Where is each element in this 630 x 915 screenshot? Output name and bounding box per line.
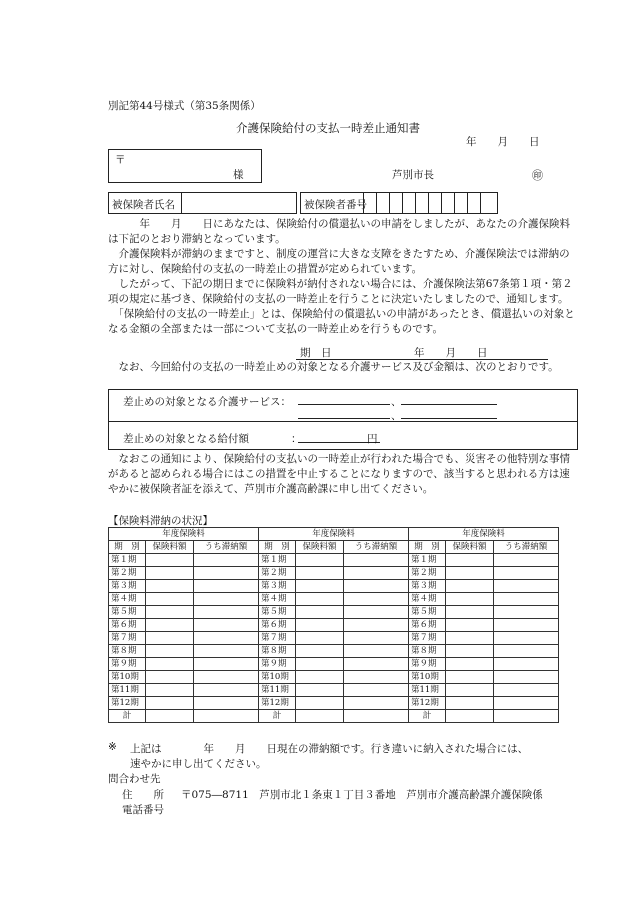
table-row [109,645,259,658]
column-header: 期 別 [409,541,446,554]
premium-amount-cell [146,684,194,697]
period-label: 第７期 [259,632,296,645]
table-row [259,671,409,684]
honorific: 様 [233,169,244,181]
premium-amount-cell [146,606,194,619]
note-mark: ※ [108,741,117,753]
deadline-value: 年 月 日 [414,347,488,359]
arrears-amount-cell [494,580,559,593]
fiscal-year-header: 年度保険料 [109,528,259,541]
premium-amount-cell [446,645,494,658]
service-blank-1 [298,404,390,405]
arrears-amount-cell [194,580,259,593]
premium-amount-cell [296,671,344,684]
column-header: 期 別 [259,541,296,554]
premium-amount-cell [296,580,344,593]
arrears-amount-cell [494,606,559,619]
premium-amount-cell [446,632,494,645]
issuer-name: 芦別市長 [392,169,434,181]
period-label: 第10期 [409,671,446,684]
paragraph-2: 介護保険料が滞納のままですと、制度の運営に大きな支障をきたすため、介護保険法では滞納の方に対し、保険給付の支払の一時差止の措置が定められています。 [108,248,570,275]
premium-amount-cell [446,554,494,567]
arrears-amount-cell [344,567,409,580]
period-label: 第８期 [259,645,296,658]
arrears-amount-cell [344,697,409,710]
column-header: 保険料額 [296,541,344,554]
premium-amount-cell [296,645,344,658]
table-row [409,554,559,567]
table-row [259,593,409,606]
premium-total-cell [446,710,494,723]
arrears-total-cell [194,710,259,723]
period-label: 第７期 [109,632,146,645]
premium-amount-cell [296,554,344,567]
period-label: 第９期 [259,658,296,671]
address-label: 住 所 [122,789,164,801]
note-text-2: 速やかに申し出てください。 [130,758,267,770]
arrears-amount-cell [494,593,559,606]
arrears-amount-cell [344,671,409,684]
paragraph-6-wrap [108,452,578,497]
arrears-amount-cell [194,658,259,671]
table-row [109,554,259,567]
period-label: 第９期 [109,658,146,671]
period-label: 第３期 [259,580,296,593]
table-row [109,632,259,645]
arrears-amount-cell [344,658,409,671]
period-label: 第５期 [409,606,446,619]
arrears-amount-cell [494,632,559,645]
insured-name-box [108,192,297,214]
arrears-amount-cell [494,671,559,684]
premium-amount-cell [446,658,494,671]
arrears-amount-cell [194,619,259,632]
period-label: 第２期 [109,567,146,580]
column-header: うち滞納額 [344,541,409,554]
premium-amount-cell [296,619,344,632]
arrears-amount-cell [194,671,259,684]
table-row [259,554,409,567]
premium-total-cell [146,710,194,723]
table-row [409,580,559,593]
premium-amount-cell [446,567,494,580]
table-row [259,567,409,580]
paragraph-6: なおこの通知により、保険給付の支払いの一時差止が行われた場合でも、災害その他特別な事情があると認められる場合にはこの措置を中止することになりますので、該当すると思われる方は速やかに被保険者証を添えて、芦別市介護高齢課に申し出てください。 [108,453,570,495]
column-header: 保険料額 [446,541,494,554]
premium-amount-cell [296,684,344,697]
fiscal-year-header: 年度保険料 [409,528,559,541]
arrears-amount-cell [344,554,409,567]
table-row [259,619,409,632]
total-row [109,710,259,723]
column-header: 期 別 [109,541,146,554]
premium-amount-cell [146,593,194,606]
period-label: 第９期 [409,658,446,671]
period-label: 第４期 [259,593,296,606]
premium-amount-cell [146,632,194,645]
service-comma-1: 、 [391,396,402,408]
table-row [259,632,409,645]
arrears-amount-cell [494,619,559,632]
period-label: 第12期 [259,697,296,710]
table-row [409,645,559,658]
yen-unit: 円 [367,433,378,445]
deadline-line [296,345,548,360]
arrears-amount-cell [494,567,559,580]
arrears-amount-cell [194,606,259,619]
body-paragraphs [108,217,578,337]
period-label: 第８期 [109,645,146,658]
table-row [409,658,559,671]
premium-amount-cell [146,671,194,684]
note-text: 上記は 年 月 日現在の滞納額です。行き違いに納入された場合には、 [130,743,529,755]
contact-label: 問合わせ先 [108,773,161,785]
arrears-total-cell [494,710,559,723]
postal-mark: 〒 [115,154,126,166]
period-label: 第11期 [409,684,446,697]
period-label: 第１期 [409,554,446,567]
premium-amount-cell [446,619,494,632]
table-row [109,606,259,619]
table-row [109,658,259,671]
premium-amount-cell [146,554,194,567]
arrears-total-cell [344,710,409,723]
table-row [109,567,259,580]
period-label: 第11期 [109,684,146,697]
arrears-amount-cell [194,632,259,645]
period-label: 第３期 [109,580,146,593]
table-row [409,697,559,710]
table-row [409,567,559,580]
service-blank-2 [401,404,497,405]
table-row [109,619,259,632]
arrears-amount-cell [344,619,409,632]
paragraph-5: なお、今回給付の支払の一時差止めの対象となる介護サービス及び金額は、次のとおりです。 [108,361,559,373]
period-label: 第２期 [259,567,296,580]
premium-amount-cell [296,606,344,619]
insured-number-box [300,192,498,214]
premium-amount-cell [296,632,344,645]
premium-amount-cell [446,606,494,619]
column-header: 保険料額 [146,541,194,554]
column-header: うち滞納額 [494,541,559,554]
premium-amount-cell [446,684,494,697]
table-row [259,580,409,593]
deadline-label: 期 日 [300,347,332,359]
table-row [409,593,559,606]
premium-amount-cell [296,567,344,580]
premium-amount-cell [446,671,494,684]
arrears-amount-cell [494,697,559,710]
paragraph-5-wrap [108,360,578,375]
period-label: 第11期 [259,684,296,697]
form-label: 別記第44号様式（第35条関係） [108,100,261,112]
total-row [409,710,559,723]
arrears-table-2 [258,527,409,723]
premium-amount-cell [146,658,194,671]
period-label: 第１期 [259,554,296,567]
table-row [109,580,259,593]
arrears-amount-cell [494,658,559,671]
arrears-amount-cell [194,645,259,658]
table-row [409,684,559,697]
period-label: 第７期 [409,632,446,645]
total-label: 計 [259,710,296,723]
document-title: 介護保険給付の支払一時差止通知書 [236,121,420,135]
arrears-amount-cell [344,593,409,606]
arrears-table-3 [408,527,559,723]
service-blank-3 [298,418,390,419]
premium-amount-cell [446,593,494,606]
arrears-section-title: 【保険料滞納の状況】 [108,515,213,527]
arrears-amount-cell [344,632,409,645]
column-header: うち滞納額 [194,541,259,554]
total-row [259,710,409,723]
table-row [109,593,259,606]
table-row [409,632,559,645]
table-row [409,606,559,619]
total-label: 計 [409,710,446,723]
table-row [259,658,409,671]
period-label: 第６期 [259,619,296,632]
arrears-amount-cell [494,645,559,658]
arrears-amount-cell [194,684,259,697]
period-label: 第５期 [259,606,296,619]
premium-amount-cell [146,697,194,710]
table-row [109,671,259,684]
amount-label: 差止めの対象となる給付額 [123,433,249,445]
premium-total-cell [296,710,344,723]
paragraph-1: 年 月 日にあなたは、保険給付の償還払いの申請をしましたが、あなたの介護保険料は下記のとおり滞納となっています。 [108,218,570,245]
table-row [409,619,559,632]
insured-number-label: 被保険者番号 [304,199,367,211]
period-label: 第２期 [409,567,446,580]
period-label: 第１期 [109,554,146,567]
arrears-amount-cell [194,593,259,606]
paragraph-4: 「保険給付の支払の一時差止」とは、保険給付の償還払いの申請があったとき、償還払いの対象となる金額の全部または一部について支払の一時差止めを行うものです。 [108,308,575,335]
table-row [259,606,409,619]
service-box [108,389,578,450]
service-comma-2: 、 [391,410,402,422]
table-row [109,697,259,710]
arrears-amount-cell [494,684,559,697]
arrears-amount-cell [494,554,559,567]
arrears-amount-cell [194,554,259,567]
premium-amount-cell [146,619,194,632]
period-label: 第３期 [409,580,446,593]
phone-label: 電話番号 [122,804,164,816]
total-label: 計 [109,710,146,723]
premium-amount-cell [446,697,494,710]
period-label: 第10期 [259,671,296,684]
period-label: 第12期 [109,697,146,710]
period-label: 第６期 [109,619,146,632]
arrears-amount-cell [344,684,409,697]
seal-mark: ㊞ [532,169,543,182]
table-row [109,684,259,697]
period-label: 第10期 [109,671,146,684]
premium-amount-cell [146,567,194,580]
premium-amount-cell [146,580,194,593]
service-label: 差止めの対象となる介護サービス： [123,396,291,408]
period-label: 第４期 [409,593,446,606]
paragraph-3: したがって、下記の期日までに保険料が納付されない場合には、介護保険法第67条第１項・第２項の規定に基づき、保険給付の支払の一時差止を行うことに決定いたしましたので、通知します。 [108,278,573,305]
address-box [108,149,262,183]
arrears-amount-cell [344,645,409,658]
arrears-table-1 [108,527,259,723]
arrears-amount-cell [194,697,259,710]
arrears-amount-cell [344,606,409,619]
fiscal-year-header: 年度保険料 [259,528,409,541]
period-label: 第４期 [109,593,146,606]
period-label: 第５期 [109,606,146,619]
premium-amount-cell [296,697,344,710]
period-label: 第８期 [409,645,446,658]
premium-amount-cell [296,658,344,671]
insured-name-label: 被保険者氏名 [112,199,175,211]
date-line: 年 月 日 [466,136,540,148]
service-blank-4 [401,418,497,419]
amount-colon: ： [291,433,302,445]
arrears-amount-cell [344,580,409,593]
premium-amount-cell [446,580,494,593]
premium-amount-cell [146,645,194,658]
period-label: 第６期 [409,619,446,632]
address-value: 〒075―8711 芦別市北１条東１丁目３番地 芦別市介護高齢課介護保険係 [181,789,543,801]
table-row [259,684,409,697]
table-row [259,697,409,710]
premium-amount-cell [296,593,344,606]
table-row [409,671,559,684]
table-row [259,645,409,658]
period-label: 第12期 [409,697,446,710]
arrears-amount-cell [194,567,259,580]
